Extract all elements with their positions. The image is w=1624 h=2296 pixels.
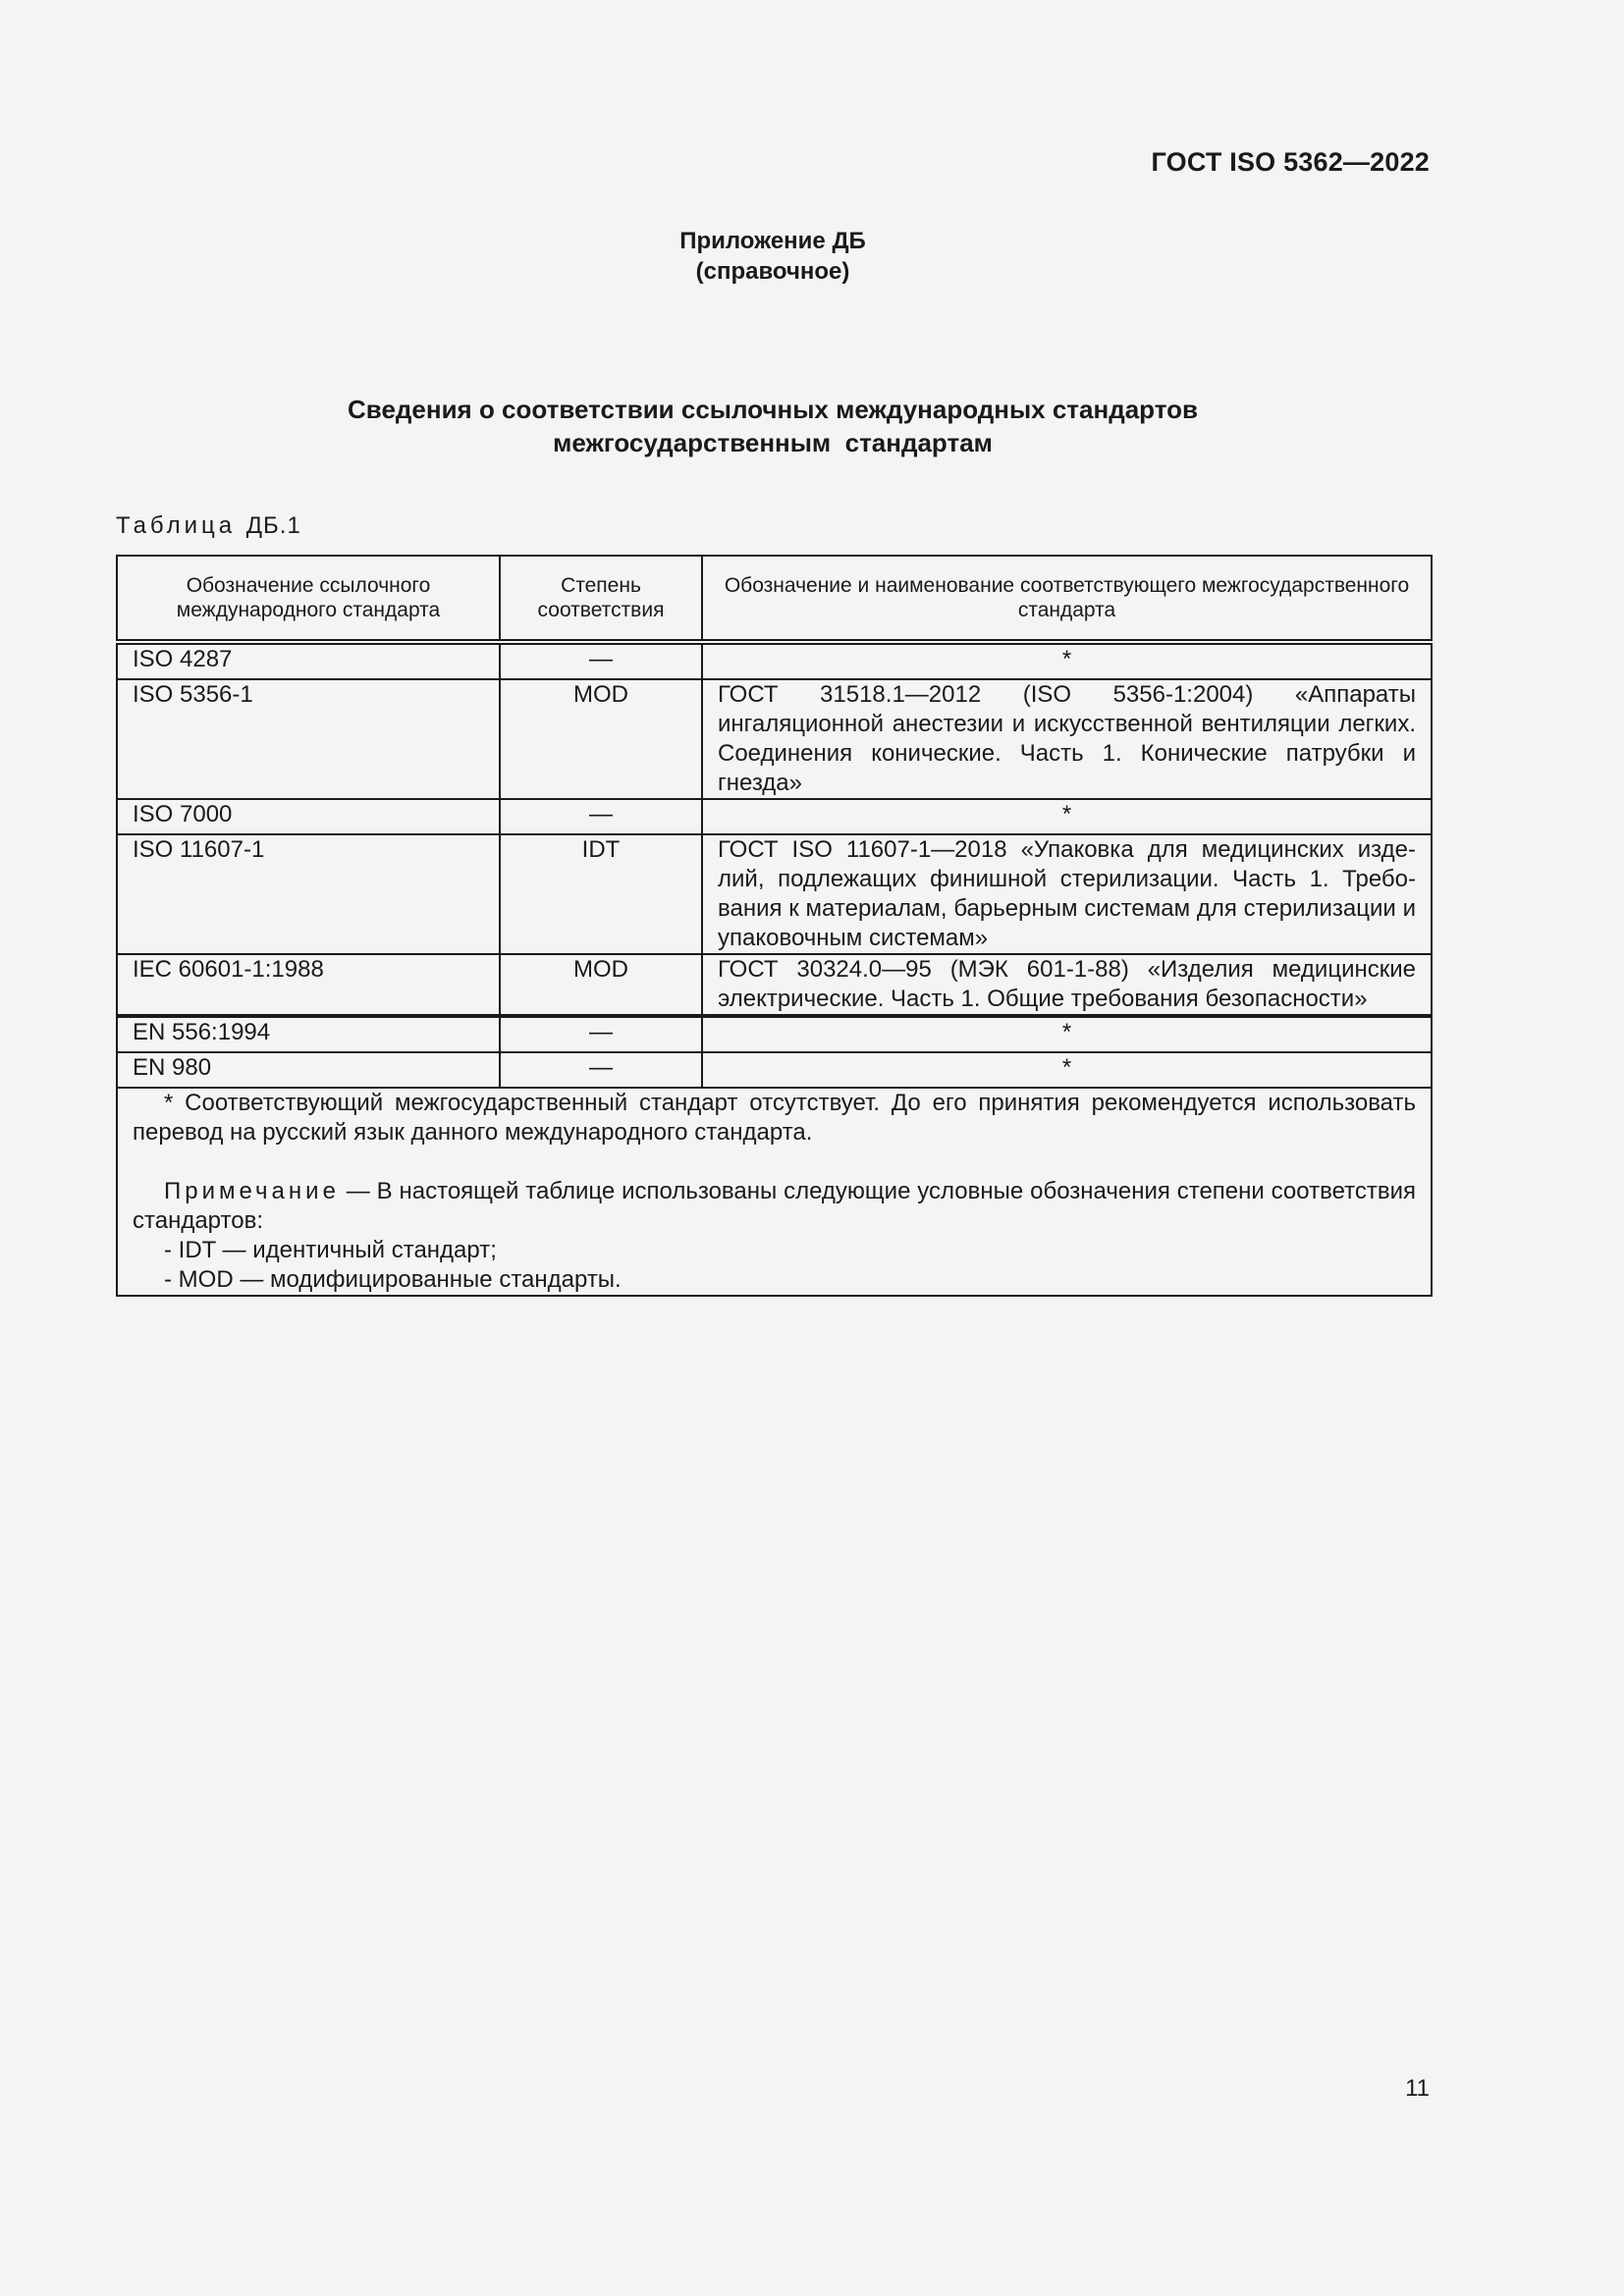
header-degree: Степень соответствия — [500, 556, 702, 642]
table-row — [117, 834, 1432, 954]
section-title-line-1: Сведения о соответствии ссылочных международных стандартов — [348, 395, 1198, 424]
row-gost: * — [702, 642, 1432, 679]
row-degree: MOD — [500, 679, 702, 799]
row-code: ISO 5356-1 — [117, 679, 500, 799]
section-title — [0, 393, 1545, 459]
row-code: ISO 7000 — [117, 799, 500, 834]
note-item-idt: - IDT — идентичный стандарт; — [164, 1237, 497, 1263]
table-row — [117, 954, 1432, 1016]
row-degree: — — [500, 799, 702, 834]
table-row — [117, 679, 1432, 799]
table-row — [117, 1052, 1432, 1088]
table-caption-number: ДБ.1 — [245, 512, 301, 539]
row-degree: IDT — [500, 834, 702, 954]
row-gost: * — [702, 1052, 1432, 1088]
row-code: EN 980 — [117, 1052, 500, 1088]
row-code: EN 556:1994 — [117, 1016, 500, 1052]
row-degree: — — [500, 1016, 702, 1052]
appendix-heading — [0, 226, 1545, 287]
table-row — [117, 799, 1432, 834]
note-text: — В настоящей таблице использованы следующие условные обозначения степени соответствия стандартов: — [133, 1178, 1416, 1234]
header-intl-standard: Обозначение ссылочного международного стандарта — [117, 556, 500, 642]
row-gost: ГОСТ 30324.0—95 (МЭК 601-1-88) «Изделия медицинские электрические. Часть 1. Общие требования безопасности» — [702, 954, 1432, 1016]
section-title-line-2: межгосударственным стандартам — [553, 428, 993, 457]
note-item-mod: - MOD — модифицированные стандарты. — [164, 1266, 622, 1293]
appendix-title: Приложение ДБ — [679, 228, 866, 254]
row-gost: * — [702, 799, 1432, 834]
row-degree: — — [500, 642, 702, 679]
table-caption — [116, 512, 301, 540]
row-gost: ГОСТ 31518.1—2012 (ISO 5356-1:2004) «Аппараты ингаляционной анестезии и искусственной вентиляции легких. Соединения конические. Часть 1. Конические патрубки и гнезда» — [702, 679, 1432, 799]
appendix-subtitle: (справочное) — [695, 258, 850, 285]
header-interstate-standard: Обозначение и наименование соответствующего межгосударственного стандарта — [702, 556, 1432, 642]
note-label: Примечание — [164, 1178, 340, 1204]
page-number: 11 — [1405, 2075, 1430, 2102]
row-code: ISO 11607-1 — [117, 834, 500, 954]
document-code: ГОСТ ISO 5362—2022 — [1151, 147, 1430, 177]
row-gost: ГОСТ ISO 11607-1—2018 «Упаковка для медицинских изде-лий, подлежащих финишной стерилизации. Часть 1. Требо-вания к материалам, барьерным системам для стерилизации и упаковочным системам» — [702, 834, 1432, 954]
table-caption-label: Таблица — [116, 512, 237, 539]
table-notes-row — [117, 1088, 1432, 1296]
row-gost: * — [702, 1016, 1432, 1052]
table-notes — [117, 1088, 1432, 1296]
row-degree: MOD — [500, 954, 702, 1016]
row-code: IEC 60601-1:1988 — [117, 954, 500, 1016]
footnote: * Соответствующий межгосударственный стандарт отсутствует. До его принятия рекомендуется использовать перевод на русский язык данного международного стандарта. — [133, 1090, 1416, 1146]
row-degree: — — [500, 1052, 702, 1088]
table-row — [117, 642, 1432, 679]
row-code: ISO 4287 — [117, 642, 500, 679]
note — [133, 1177, 1416, 1236]
table-row — [117, 1016, 1432, 1052]
standards-table — [116, 555, 1433, 1297]
table-header-row — [117, 556, 1432, 642]
